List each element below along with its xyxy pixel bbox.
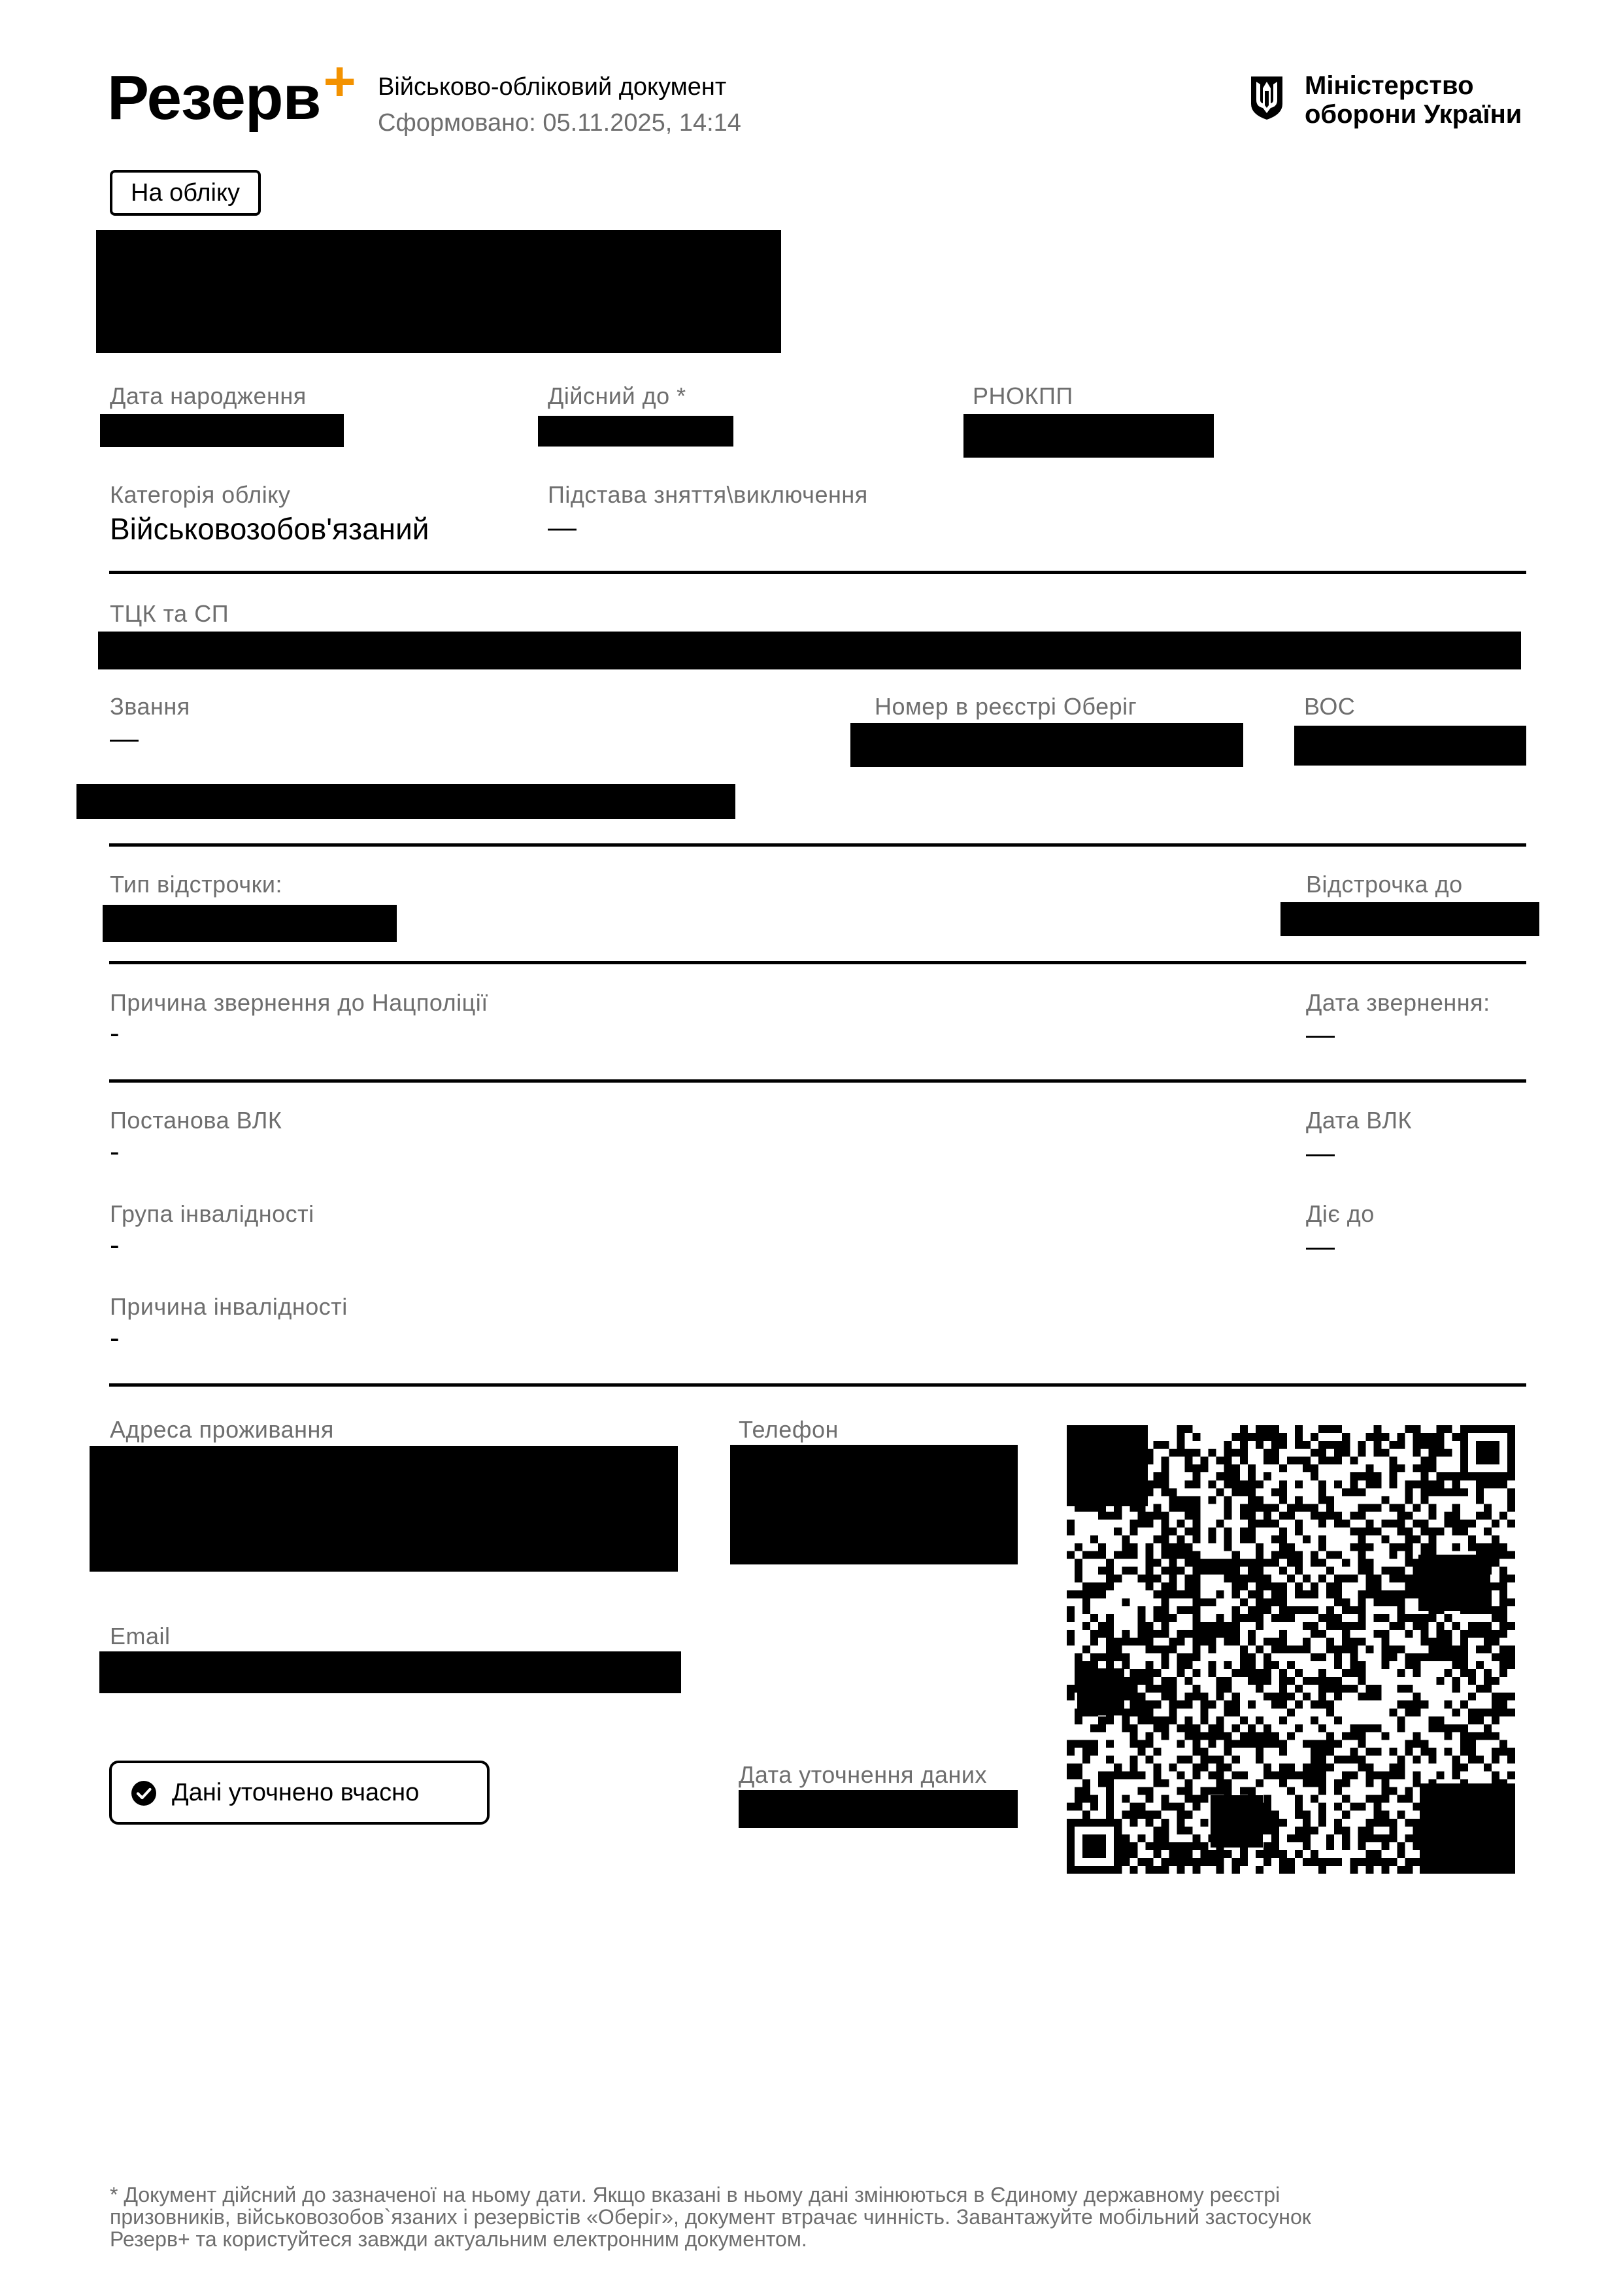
- logo-plus: +: [323, 50, 356, 113]
- phone-redacted: [730, 1445, 1018, 1564]
- ministry-name: [1305, 71, 1522, 129]
- ministry-line-2: оборони України: [1305, 100, 1522, 129]
- rank-value: —: [110, 722, 139, 754]
- address-redacted: [90, 1446, 678, 1572]
- qr-redaction-block: [1211, 1795, 1263, 1848]
- full-name-redacted: [96, 230, 781, 353]
- category-value: Військовозобов'язаний: [110, 512, 429, 546]
- footnote-line: призовників, військовозобов`язаних і резервістів «Оберіг», документ втрачає чинність. Завантажуйте мобільний застосунок: [110, 2205, 1311, 2229]
- qr-redaction-block: [1420, 1783, 1515, 1874]
- tck-redacted: [98, 632, 1521, 669]
- vlk-date-value: —: [1306, 1137, 1335, 1169]
- data-status-pill: [109, 1761, 490, 1825]
- vos-redacted: [1294, 726, 1526, 766]
- deferral-type-label: Тип відстрочки:: [110, 871, 282, 898]
- deferral-until-redacted: [1280, 902, 1539, 936]
- divider: [109, 1079, 1526, 1083]
- deferral-until-label: Відстрочка до: [1306, 871, 1463, 898]
- birth-date-redacted: [100, 414, 344, 447]
- divider: [109, 961, 1526, 964]
- appeal-date-label: Дата звернення:: [1306, 989, 1490, 1016]
- valid-to-value: —: [1306, 1230, 1335, 1262]
- check-circle-icon: [131, 1781, 156, 1806]
- rank-label: Звання: [110, 693, 190, 720]
- vlk-date-label: Дата ВЛК: [1306, 1107, 1412, 1134]
- disability-group-value: -: [110, 1229, 120, 1261]
- police-reason-label: Причина звернення до Нацполіції: [110, 989, 488, 1016]
- disability-reason-label: Причина інвалідності: [110, 1293, 348, 1320]
- police-reason-value: -: [110, 1017, 120, 1049]
- status-badge: На обліку: [110, 170, 261, 216]
- qr-redaction-block: [1067, 1425, 1148, 1506]
- valid-until-redacted: [538, 416, 733, 447]
- oberig-number-redacted: [850, 723, 1243, 767]
- address-label: Адреса проживання: [110, 1416, 334, 1443]
- data-status-text: Дані уточнено вчасно: [172, 1779, 420, 1806]
- ministry-line-1: Міністерство: [1305, 71, 1474, 100]
- footnote: [110, 2184, 1535, 2250]
- trident-icon: [1248, 74, 1285, 121]
- divider: [109, 1383, 1526, 1387]
- email-redacted: [99, 1651, 681, 1693]
- generated-timestamp: Сформовано: 05.11.2025, 14:14: [378, 109, 741, 137]
- appeal-date-value: —: [1306, 1019, 1335, 1051]
- vos-label: ВОС: [1304, 693, 1356, 720]
- phone-label: Телефон: [739, 1416, 839, 1443]
- vlk-decision-value: -: [110, 1136, 120, 1168]
- footnote-line: * Документ дійсний до зазначеної на ньому дати. Якщо вказані в ньому дані змінюються в Єдиному державному реєстрі: [110, 2183, 1280, 2206]
- footnote-line: Резерв+ та користуйтеся завжди актуальним електронним документом.: [110, 2227, 807, 2251]
- valid-to-label: Діє до: [1306, 1200, 1375, 1227]
- oberig-number-label: Номер в реєстрі Оберіг: [875, 693, 1137, 720]
- email-label: Email: [110, 1623, 171, 1649]
- update-date-label: Дата уточнення даних: [739, 1761, 987, 1788]
- qr-redaction-block: [1077, 1668, 1124, 1715]
- vlk-decision-label: Постанова ВЛК: [110, 1107, 282, 1134]
- tck-label: ТЦК та СП: [110, 600, 229, 627]
- removal-basis-value: —: [548, 511, 577, 543]
- disability-reason-value: -: [110, 1322, 120, 1354]
- document-title: Військово-обліковий документ: [378, 73, 727, 101]
- qr-code: [1067, 1425, 1515, 1874]
- rnokpp-label: РНОКПП: [973, 382, 1073, 409]
- valid-until-label: Дійсний до *: [548, 382, 686, 409]
- birth-date-label: Дата народження: [110, 382, 307, 409]
- disability-group-label: Група інвалідності: [110, 1200, 314, 1227]
- logo-text: Резерв: [107, 63, 321, 133]
- category-label: Категорія обліку: [110, 481, 291, 508]
- deferral-type-redacted: [103, 905, 397, 942]
- removal-basis-label: Підстава зняття\виключення: [548, 481, 868, 508]
- app-logo: [107, 50, 356, 133]
- divider: [109, 571, 1526, 574]
- extra-line-redacted: [76, 784, 735, 819]
- qr-redaction-block: [1418, 1555, 1490, 1611]
- rnokpp-redacted: [963, 414, 1214, 458]
- update-date-redacted: [739, 1790, 1018, 1828]
- divider: [109, 843, 1526, 847]
